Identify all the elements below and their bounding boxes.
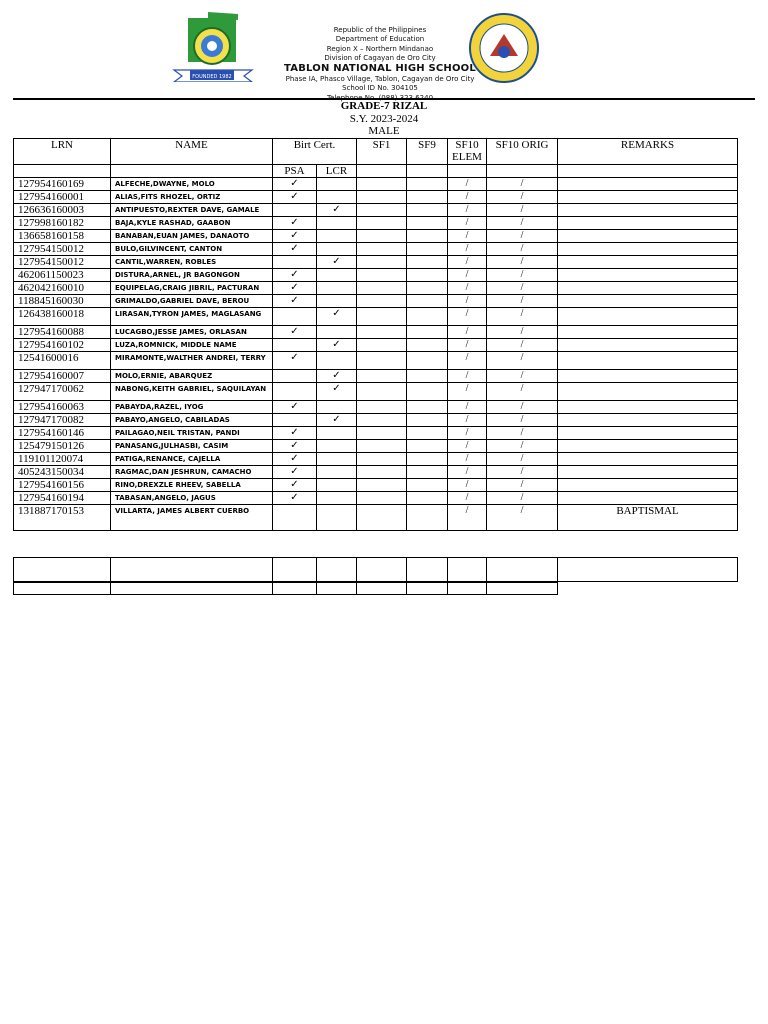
remarks-cell	[558, 243, 738, 256]
sf10-elem-cell: /	[448, 230, 487, 243]
sf10-orig-cell: /	[487, 505, 558, 531]
sf9-header: SF9	[407, 139, 448, 165]
table-row	[14, 466, 738, 479]
sf1-cell	[357, 505, 407, 531]
psa-cell: ✓	[273, 326, 317, 339]
sf10-elem-cell: /	[448, 492, 487, 505]
sf10-orig-cell: /	[487, 295, 558, 308]
sf10-elem-cell: /	[448, 308, 487, 326]
psa-cell	[273, 505, 317, 531]
name-cell: BULO,GILVINCENT, CANTON	[111, 243, 273, 256]
table-row	[14, 339, 738, 352]
table-row	[14, 269, 738, 282]
gender-label: MALE	[368, 125, 400, 137]
table-row	[14, 427, 738, 440]
student-records-table	[13, 138, 738, 531]
sf1-cell	[357, 492, 407, 505]
sf9-cell	[407, 370, 448, 383]
lrn-cell: 136658160158	[14, 230, 111, 243]
sf10-orig-cell: /	[487, 370, 558, 383]
psa-cell: ✓	[273, 269, 317, 282]
sf9-cell	[407, 440, 448, 453]
remarks-cell	[558, 326, 738, 339]
sf9-cell	[407, 414, 448, 427]
record-rows	[14, 178, 738, 531]
sf10-elem-cell: /	[448, 440, 487, 453]
lcr-cell	[317, 217, 357, 230]
name-cell: CANTIL,WARREN, ROBLES	[111, 256, 273, 269]
table-row	[14, 370, 738, 383]
sf10-elem-cell: /	[448, 204, 487, 217]
name-cell: ANTIPUESTO,REXTER DAVE, GAMALE	[111, 204, 273, 217]
lrn-cell: 127954150012	[14, 243, 111, 256]
lrn-cell: 127998160182	[14, 217, 111, 230]
sf10-elem-cell: /	[448, 466, 487, 479]
lcr-header: LCR	[317, 165, 357, 178]
subheader-row	[14, 165, 738, 178]
sf9-cell	[407, 256, 448, 269]
psa-cell: ✓	[273, 243, 317, 256]
sf1-cell	[357, 479, 407, 492]
remarks-cell	[558, 479, 738, 492]
name-header: NAME	[111, 139, 273, 165]
psa-cell: ✓	[273, 453, 317, 466]
sf9-cell	[407, 352, 448, 370]
sf10-orig-cell: /	[487, 492, 558, 505]
remarks-cell: BAPTISMAL	[558, 505, 738, 531]
birth-cert-header: Birt Cert.	[273, 139, 357, 165]
sf10-orig-cell: /	[487, 352, 558, 370]
table-row	[14, 256, 738, 269]
lcr-cell	[317, 243, 357, 256]
remarks-cell	[558, 492, 738, 505]
name-cell: RINO,DREXZLE RHEEV, SABELLA	[111, 479, 273, 492]
sf10-elem-cell: /	[448, 269, 487, 282]
remarks-cell	[558, 440, 738, 453]
psa-cell: ✓	[273, 466, 317, 479]
remarks-cell	[558, 178, 738, 191]
name-cell: LIRASAN,TYRON JAMES, MAGLASANG	[111, 308, 273, 326]
sf10-elem-cell: /	[448, 178, 487, 191]
lcr-cell	[317, 269, 357, 282]
psa-cell	[273, 414, 317, 427]
sf10-orig-cell: /	[487, 339, 558, 352]
psa-cell: ✓	[273, 479, 317, 492]
sf10-elem-cell: /	[448, 282, 487, 295]
psa-cell	[273, 204, 317, 217]
psa-cell	[273, 308, 317, 326]
remarks-cell	[558, 204, 738, 217]
sf1-cell	[357, 269, 407, 282]
name-cell: PANASANG,JULHASBI, CASIM	[111, 440, 273, 453]
letterhead-text	[280, 26, 480, 103]
lrn-cell: 462061150023	[14, 269, 111, 282]
table-row	[14, 230, 738, 243]
psa-cell: ✓	[273, 282, 317, 295]
remarks-cell	[558, 370, 738, 383]
sf9-cell	[407, 479, 448, 492]
sf1-cell	[357, 427, 407, 440]
sf10-orig-cell: /	[487, 230, 558, 243]
lcr-cell: ✓	[317, 256, 357, 269]
lrn-cell: 127954160169	[14, 178, 111, 191]
name-cell: PABAYDA,RAZEL, IYOG	[111, 401, 273, 414]
sf1-cell	[357, 256, 407, 269]
region-line: Region X – Northern Mindanao	[326, 44, 434, 53]
department-line: Department of Education	[335, 35, 425, 44]
sf10-elem-cell: /	[448, 401, 487, 414]
table-row	[14, 295, 738, 308]
sf9-cell	[407, 339, 448, 352]
sf1-cell	[357, 401, 407, 414]
remarks-cell	[558, 401, 738, 414]
lrn-cell: 126438160018	[14, 308, 111, 326]
sf10-elem-cell: /	[448, 191, 487, 204]
name-cell: PATIGA,RENANCE, CAJELLA	[111, 453, 273, 466]
sf10-orig-cell: /	[487, 466, 558, 479]
lrn-cell: 127947170062	[14, 383, 111, 401]
sf10-orig-cell: /	[487, 256, 558, 269]
sf1-cell	[357, 466, 407, 479]
sf10-elem-cell: /	[448, 243, 487, 256]
sf10-orig-cell: /	[487, 414, 558, 427]
lcr-cell	[317, 326, 357, 339]
lrn-cell: 127954160146	[14, 427, 111, 440]
sf1-cell	[357, 440, 407, 453]
table-row	[14, 479, 738, 492]
psa-cell	[273, 339, 317, 352]
lcr-cell	[317, 479, 357, 492]
table-row	[14, 178, 738, 191]
lrn-cell: 127954160194	[14, 492, 111, 505]
name-cell: MIRAMONTE,WALTHER ANDREI, TERRY	[111, 352, 273, 370]
name-cell: VILLARTA, JAMES ALBERT CUERBO	[111, 505, 273, 531]
name-cell: LUZA,ROMNICK, MIDDLE NAME	[111, 339, 273, 352]
remarks-header: REMARKS	[558, 139, 738, 165]
lcr-cell	[317, 505, 357, 531]
sf10-orig-cell: /	[487, 217, 558, 230]
table-row	[14, 440, 738, 453]
sf9-cell	[407, 282, 448, 295]
remarks-cell	[558, 308, 738, 326]
sf9-cell	[407, 191, 448, 204]
psa-cell: ✓	[273, 295, 317, 308]
name-cell: ALIAS,FITS RHOZEL, ORTIZ	[111, 191, 273, 204]
sf10-elem-cell: /	[448, 427, 487, 440]
name-cell: BANABAN,EUAN JAMES, DANAOTO	[111, 230, 273, 243]
psa-cell: ✓	[273, 230, 317, 243]
sf10-elem-header: SF10 ELEM	[448, 139, 487, 165]
table-row	[14, 204, 738, 217]
sf1-cell	[357, 295, 407, 308]
sf10-elem-cell: /	[448, 339, 487, 352]
division-line: Division of Cagayan de Oro City	[324, 53, 436, 62]
sf10-elem-cell: /	[448, 453, 487, 466]
sf1-cell	[357, 191, 407, 204]
psa-cell	[273, 383, 317, 401]
sf1-header: SF1	[357, 139, 407, 165]
sf10-elem-cell: /	[448, 256, 487, 269]
sf1-cell	[357, 383, 407, 401]
table-row	[14, 326, 738, 339]
document-header	[0, 0, 768, 100]
remarks-cell	[558, 352, 738, 370]
school-name: TABLON NATIONAL HIGH SCHOOL	[284, 63, 476, 75]
table-row	[14, 453, 738, 466]
sf9-cell	[407, 295, 448, 308]
school-seal-logo	[168, 10, 258, 82]
sf9-cell	[407, 326, 448, 339]
lcr-cell	[317, 295, 357, 308]
lrn-cell: 118845160030	[14, 295, 111, 308]
psa-cell: ✓	[273, 178, 317, 191]
sf1-cell	[357, 352, 407, 370]
lrn-cell: 127954160007	[14, 370, 111, 383]
lrn-cell: 126636160003	[14, 204, 111, 217]
sf1-cell	[357, 243, 407, 256]
sf10-elem-cell: /	[448, 370, 487, 383]
sf10-orig-cell: /	[487, 269, 558, 282]
lrn-cell: 127954150012	[14, 256, 111, 269]
lrn-cell: 127954160063	[14, 401, 111, 414]
table-row	[14, 352, 738, 370]
lrn-header: LRN	[14, 139, 111, 165]
remarks-cell	[558, 427, 738, 440]
remarks-cell	[558, 466, 738, 479]
sf10-elem-cell: /	[448, 217, 487, 230]
sf10-elem-cell: /	[448, 479, 487, 492]
table-row	[14, 308, 738, 326]
sf10-orig-cell: /	[487, 282, 558, 295]
sf10-orig-cell: /	[487, 427, 558, 440]
psa-cell	[273, 370, 317, 383]
sf9-cell	[407, 217, 448, 230]
remarks-cell	[558, 339, 738, 352]
sf9-cell	[407, 492, 448, 505]
sf1-cell	[357, 178, 407, 191]
sf1-cell	[357, 308, 407, 326]
name-cell: ALFECHE,DWAYNE, MOLO	[111, 178, 273, 191]
lrn-cell: 405243150034	[14, 466, 111, 479]
republic-line: Republic of the Philippines	[333, 26, 427, 34]
sf1-cell	[357, 282, 407, 295]
sf10-orig-cell: /	[487, 401, 558, 414]
lrn-cell: 127954160088	[14, 326, 111, 339]
name-cell: EQUIPELAG,CRAIG JIBRIL, PACTURAN	[111, 282, 273, 295]
sf10-elem-cell: /	[448, 352, 487, 370]
lrn-cell: 125479150126	[14, 440, 111, 453]
psa-cell: ✓	[273, 217, 317, 230]
sf10-elem-cell: /	[448, 505, 487, 531]
sf1-cell	[357, 326, 407, 339]
lrn-cell: 462042160010	[14, 282, 111, 295]
psa-cell: ✓	[273, 492, 317, 505]
name-cell: DISTURA,ARNEL, JR BAGONGON	[111, 269, 273, 282]
remarks-cell	[558, 256, 738, 269]
school-address: Phase IA, Phasco Village, Tablon, Cagayan de Oro City	[285, 75, 475, 84]
sf10-orig-header: SF10 ORIG	[487, 139, 558, 165]
psa-cell: ✓	[273, 427, 317, 440]
header-row	[14, 139, 738, 165]
remarks-cell	[558, 269, 738, 282]
lrn-cell: 12541600016	[14, 352, 111, 370]
sf10-orig-cell: /	[487, 326, 558, 339]
lcr-cell	[317, 230, 357, 243]
sf10-orig-cell: /	[487, 243, 558, 256]
sf9-cell	[407, 401, 448, 414]
lrn-cell: 127947170082	[14, 414, 111, 427]
lcr-cell: ✓	[317, 370, 357, 383]
name-cell: PABAYO,ANGELO, CABILADAS	[111, 414, 273, 427]
lcr-cell: ✓	[317, 414, 357, 427]
table-row	[14, 217, 738, 230]
lcr-cell	[317, 440, 357, 453]
name-cell: MOLO,ERNIE, ABARQUEZ	[111, 370, 273, 383]
sf1-cell	[357, 204, 407, 217]
lcr-cell	[317, 492, 357, 505]
svg-text:FOUNDED 1982: FOUNDED 1982	[192, 74, 232, 80]
lcr-cell: ✓	[317, 204, 357, 217]
sf10-orig-cell: /	[487, 453, 558, 466]
sf10-elem-cell: /	[448, 383, 487, 401]
lcr-cell: ✓	[317, 308, 357, 326]
sf10-elem-cell: /	[448, 326, 487, 339]
lcr-cell	[317, 427, 357, 440]
table-row	[14, 401, 738, 414]
sf1-cell	[357, 339, 407, 352]
psa-cell: ✓	[273, 352, 317, 370]
psa-cell: ✓	[273, 191, 317, 204]
blank-table-row-2	[13, 582, 558, 595]
lcr-cell	[317, 191, 357, 204]
sf9-cell	[407, 308, 448, 326]
remarks-cell	[558, 414, 738, 427]
remarks-cell	[558, 383, 738, 401]
sf1-cell	[357, 230, 407, 243]
table-row	[14, 243, 738, 256]
school-year: S.Y. 2023-2024	[349, 112, 419, 125]
lrn-cell: 127954160102	[14, 339, 111, 352]
sf9-cell	[407, 230, 448, 243]
remarks-cell	[558, 191, 738, 204]
table-row	[14, 282, 738, 295]
name-cell: LUCAGBO,JESSE JAMES, ORLASAN	[111, 326, 273, 339]
lcr-cell: ✓	[317, 383, 357, 401]
sf9-cell	[407, 453, 448, 466]
table-row	[14, 492, 738, 505]
name-cell: BAJA,KYLE RASHAD, GAABON	[111, 217, 273, 230]
sf9-cell	[407, 466, 448, 479]
lcr-cell	[317, 401, 357, 414]
sf9-cell	[407, 243, 448, 256]
remarks-cell	[558, 453, 738, 466]
lcr-cell	[317, 453, 357, 466]
sf9-cell	[407, 383, 448, 401]
remarks-cell	[558, 295, 738, 308]
name-cell: GRIMALDO,GABRIEL DAVE, BEROU	[111, 295, 273, 308]
sf9-cell	[407, 505, 448, 531]
lrn-cell: 127954160001	[14, 191, 111, 204]
title-block	[0, 100, 768, 138]
sf1-cell	[357, 370, 407, 383]
sf10-orig-cell: /	[487, 383, 558, 401]
psa-cell: ✓	[273, 401, 317, 414]
sf9-cell	[407, 269, 448, 282]
lcr-cell: ✓	[317, 339, 357, 352]
lrn-cell: 119101120074	[14, 453, 111, 466]
table-row	[14, 505, 738, 531]
remarks-cell	[558, 217, 738, 230]
sf9-cell	[407, 178, 448, 191]
psa-cell	[273, 256, 317, 269]
sf10-elem-cell: /	[448, 295, 487, 308]
sf10-orig-cell: /	[487, 308, 558, 326]
sf10-orig-cell: /	[487, 191, 558, 204]
name-cell: PAILAGAO,NEIL TRISTAN, PANDI	[111, 427, 273, 440]
lcr-cell	[317, 282, 357, 295]
table-row	[14, 383, 738, 401]
deped-seal-logo	[468, 12, 540, 84]
school-id: School ID No. 304105	[342, 84, 418, 93]
lrn-cell: 127954160156	[14, 479, 111, 492]
sf1-cell	[357, 453, 407, 466]
section-title: GRADE-7 RIZAL	[340, 100, 428, 112]
remarks-cell	[558, 282, 738, 295]
lcr-cell	[317, 178, 357, 191]
blank-table-row	[13, 557, 738, 582]
sf9-cell	[407, 204, 448, 217]
sf10-orig-cell: /	[487, 479, 558, 492]
table-row	[14, 191, 738, 204]
lcr-cell	[317, 352, 357, 370]
sf10-orig-cell: /	[487, 204, 558, 217]
sf1-cell	[357, 217, 407, 230]
sf10-orig-cell: /	[487, 440, 558, 453]
sf10-elem-cell: /	[448, 414, 487, 427]
lrn-cell: 131887170153	[14, 505, 111, 531]
lcr-cell	[317, 466, 357, 479]
name-cell: RAGMAC,DAN JESHRUN, CAMACHO	[111, 466, 273, 479]
sf9-cell	[407, 427, 448, 440]
name-cell: NABONG,KEITH GABRIEL, SAQUILAYAN	[111, 383, 273, 401]
name-cell: TABASAN,ANGELO, JAGUS	[111, 492, 273, 505]
school-telephone: Telephone No. (088) 323 6240	[326, 93, 434, 102]
sf1-cell	[357, 414, 407, 427]
remarks-cell	[558, 230, 738, 243]
psa-header: PSA	[273, 165, 317, 178]
table-row	[14, 414, 738, 427]
sf10-orig-cell: /	[487, 178, 558, 191]
psa-cell: ✓	[273, 440, 317, 453]
